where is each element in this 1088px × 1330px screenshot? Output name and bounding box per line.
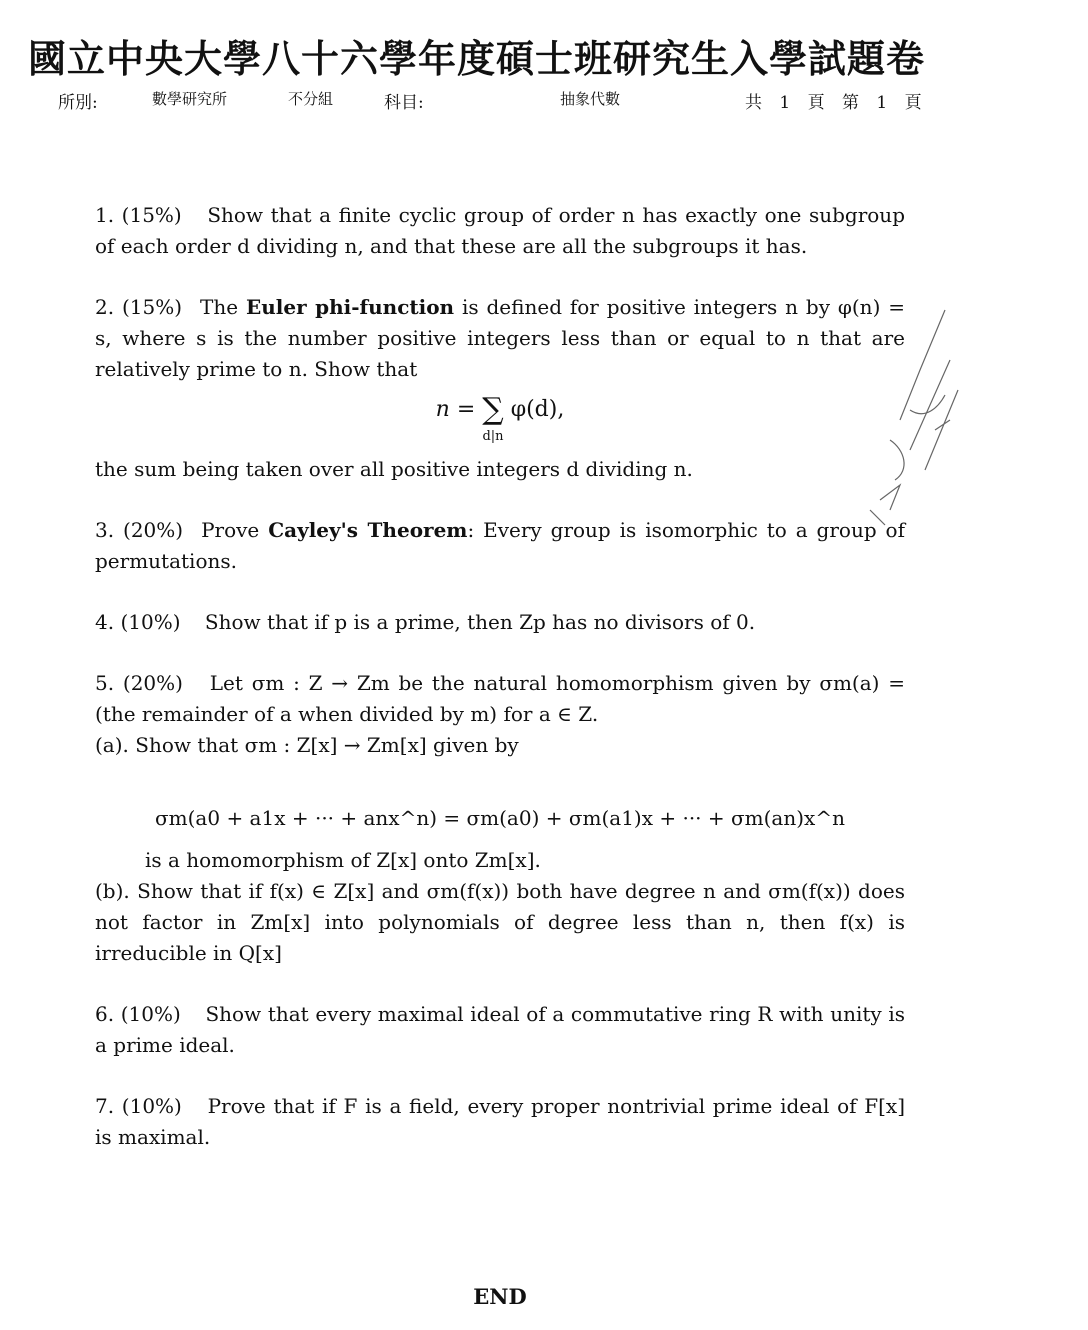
problem-3-bold-term: Cayley's Theorem [268, 518, 468, 542]
problem-5-percent: (20%) [122, 671, 183, 695]
problem-5-text: Let σm : Z → Zm be the natural homomorphism given by σm(a) = (the remainder of a when divided by m) for a ∈ Z. [95, 671, 906, 726]
sum-subscript: d|n [482, 429, 504, 444]
problem-2-text-a: The [200, 295, 246, 319]
dept-value: 數學研究所 [152, 90, 228, 108]
problem-7-text: Prove that if F is a field, every proper nontrivial prime ideal of F[x] is maximal. [95, 1094, 906, 1149]
dept-label: 所別: [58, 93, 98, 113]
problem-2-number: 2. [95, 295, 115, 319]
problem-5-formula: σm(a0 + a1x + ··· + anx^n) = σm(a0) + σm(a1)x + ··· + σm(an)x^n [155, 806, 845, 830]
problem-5-part-a-end: is a homomorphism of Z[x] onto Zm[x]. [145, 848, 541, 872]
problem-5-part-b: (b). Show that if f(x) ∈ Z[x] and σm(f(x)) both have degree n and σm(f(x)) does not factor in Zm[x] into polynomials of degree less than n, then f(x) is irreducible in Q[x] [95, 879, 905, 965]
problem-4-percent: (10%) [120, 610, 181, 634]
problem-2-bold-term: Euler phi-function [245, 295, 455, 319]
problem-6-text: Show that every maximal ideal of a commutative ring R with unity is a prime ideal. [95, 1002, 905, 1057]
problem-7-number: 7. [95, 1094, 115, 1118]
problem-3-percent: (20%) [123, 518, 184, 542]
group-label: 不分組 [288, 90, 334, 108]
problem-3-text-b: : Every group is isomorphic to a group of permutations. [95, 518, 905, 573]
problem-6-percent: (10%) [120, 1002, 181, 1026]
problem-4 [95, 607, 905, 638]
problem-7-percent: (10%) [121, 1094, 182, 1118]
problem-5 [95, 668, 905, 969]
problem-3-number: 3. [95, 518, 115, 542]
problem-7 [95, 1091, 905, 1153]
problem-2-formula [95, 393, 905, 444]
page-info: 共 1 頁 第 1 頁 [745, 93, 928, 113]
problem-2-percent: (15%) [121, 295, 183, 319]
problem-2 [95, 292, 905, 485]
problem-1-text: Show that a finite cyclic group of order n has exactly one subgroup of each order d dividing n, and that these are all the subgroups it has. [95, 203, 905, 258]
problem-3 [95, 515, 905, 577]
problem-list [95, 200, 905, 1183]
problem-6 [95, 999, 905, 1061]
end-marker: END [473, 1284, 527, 1309]
problem-1 [95, 200, 905, 262]
formula-right: φ(d), [510, 397, 565, 422]
problem-4-text: Show that if p is a prime, then Zp has no divisors of 0. [204, 610, 756, 634]
problem-1-percent: (15%) [121, 203, 182, 227]
problem-3-text-a: Prove [201, 518, 269, 542]
exam-title: 國立中央大學八十六學年度碩士班研究生入學試題卷 [28, 36, 926, 81]
problem-2-text-b: is defined for positive integers n by φ(n) = s, where s is the number positive integers less than or equal to n that are relatively prime to n. Show that [95, 295, 905, 381]
subject-label: 科目: [384, 93, 424, 113]
problem-1-number: 1. [95, 203, 115, 227]
problem-6-number: 6. [95, 1002, 115, 1026]
sum-symbol: ∑ [482, 392, 504, 427]
problem-2-text-after: the sum being taken over all positive integers d dividing n. [95, 457, 693, 481]
problem-4-number: 4. [95, 610, 115, 634]
formula-left: n = [435, 397, 476, 422]
problem-5-number: 5. [95, 671, 115, 695]
subject-value: 抽象代數 [560, 90, 621, 108]
problem-5-part-a: (a). Show that σm : Z[x] → Zm[x] given by [95, 733, 519, 757]
